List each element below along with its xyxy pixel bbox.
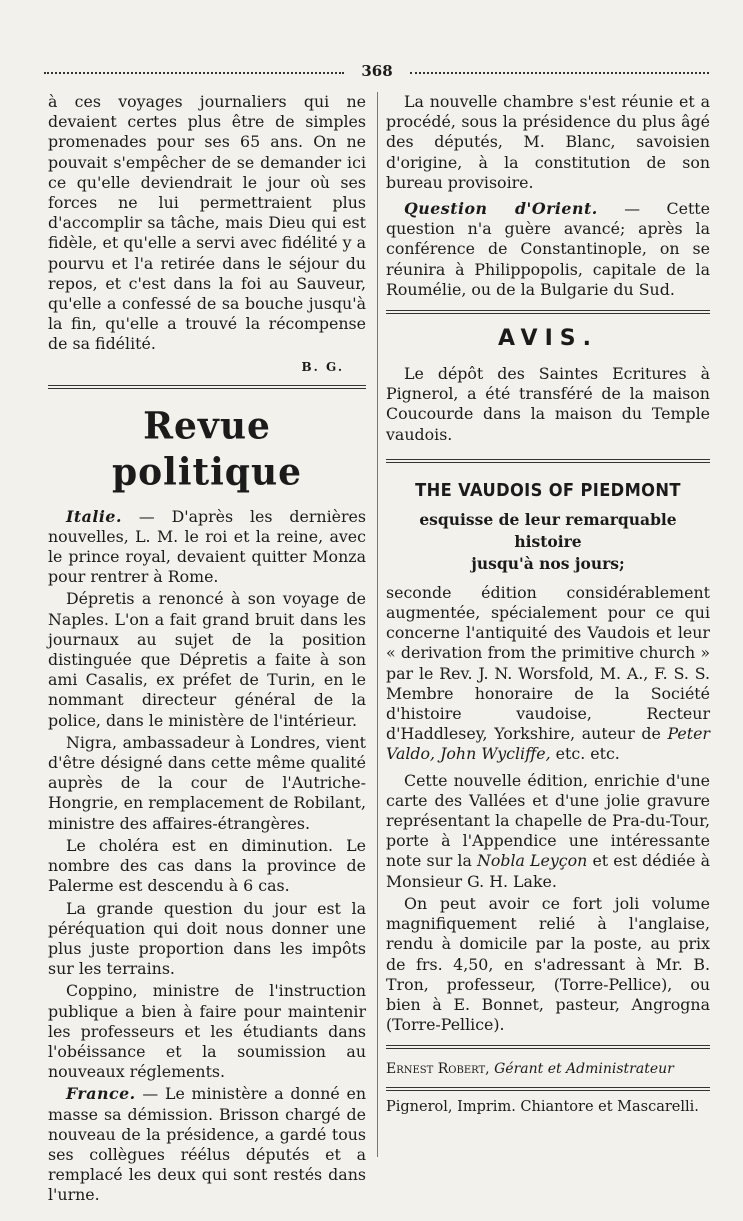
orient-heading: Question d'Orient. (404, 199, 598, 219)
france-dash: — (135, 1084, 165, 1104)
italie-paragraph-6: Coppino, ministre de l'instruction publique a bien à faire pour maintenir les professeurs et les étudiants dans l'obéissance et la soumission au nouveaux réglements. (48, 981, 366, 1082)
chambre-paragraph: La nouvelle chambre s'est réunie et a procédé, sous la présidence du plus âgé des députés, M. Blanc, savoisien d'origine, à la constitution de son bureau provisoire. (386, 92, 710, 192)
book-separator (386, 459, 710, 463)
avis-title: AVIS. (498, 326, 598, 352)
article-signature: B. G. (301, 359, 344, 374)
book-subtitle-2: jusqu'à nos jours; (471, 553, 625, 573)
italie-paragraph-3: Nigra, ambassadeur à Londres, vient d'être désigné dans cette même qualité auprès de la cour de l'Autriche-Hongrie, en remplacement de Robilant, ministre des affaires-étrangères. (48, 732, 366, 833)
signoff-separator (386, 1045, 710, 1049)
france-heading: France. (66, 1084, 136, 1104)
book-subtitle-1: esquisse de leur remarquable histoire (419, 509, 677, 551)
obituary-continuation: à ces voyages journaliers qui ne devaient certes plus être de simples promenades pour ses 65 ans. On ne pouvait s'empêcher de se demander ici ce qu'elle deviendrait le jour où ses forces ne lui permettraient plus d'accomplir sa tâche, mais Dieu qui est fidèle, et qu'elle a servi avec fidélité y a pourvu et l'a retirée dans le séjour du repos, et c'est dans la foi au Sauveur, qu'elle a confessé de sa bouche jusqu'à la fin, qu'elle a trouvé la récompense de sa fidélité. (48, 92, 366, 354)
signoff-name: Ernest Robert, (386, 1061, 490, 1078)
book-title: THE VAUDOIS OF PIEDMONT (415, 480, 681, 501)
header-rule-left (44, 72, 344, 74)
avis-separator (386, 310, 710, 314)
book-paragraph-1 (386, 583, 710, 765)
book-text-1b: etc. etc. (550, 744, 620, 764)
avis-text: Le dépôt des Saintes Ecritures à Pignerol, a été transféré de la maison Coucourde dans la maison du Temple vaudois. (386, 364, 710, 444)
book-paragraph-3: On peut avoir ce fort joli volume magnifiquement relié à l'anglaise, rendu à domicile par la poste, au prix de frs. 4,50, en s'adressant à Mr. B. Tron, professeur, (Torre-Pellice), ou bien à E. Bonnet, pasteur, Angrogna (Torre-Pellice). (386, 893, 710, 1035)
france-text-1: Le ministère a donné en masse sa démission. Brisson chargé de nouveau de la présidence, a gardé tous ses collègues réélus députés et a remplacé les deux qui sont restés dans l'urne. (48, 1084, 366, 1205)
italie-paragraph-1 (48, 507, 366, 588)
column-divider (377, 92, 378, 1157)
printer-separator (386, 1087, 710, 1091)
book-paragraph-2 (386, 771, 710, 892)
italie-dash: — (121, 506, 172, 526)
orient-text: Cette question n'a guère avancé; après la conférence de Constantinople, on se réunira à Philippopolis, capitale de la Roumélie, ou de la Bulgarie du Sud. (386, 199, 710, 299)
italie-paragraph-4: Le choléra est en diminution. Le nombre des cas dans la province de Palerme est descendu à 6 cas. (48, 835, 366, 896)
page-number: 368 (361, 62, 393, 80)
france-paragraph-1 (48, 1084, 366, 1205)
printer-line: Pignerol, Imprim. Chiantore et Mascarelli. (386, 1099, 699, 1116)
orient-dash: — (597, 199, 667, 219)
right-column (386, 92, 710, 1117)
orient-paragraph (386, 199, 710, 300)
signoff-role: Gérant et Administrateur (494, 1061, 674, 1078)
book-text-1a: seconde édition considérablement augmentée, spécialement pour ce qui concerne l'antiquité des Vaudois et leur « derivation from the primitive church » par le Rev. J. N. Worsfold, M. A., F. S. S. Membre honoraire de la Société d'histoire vaudoise, Recteur d'Haddlesey, Yorkshire, auteur de (386, 582, 710, 744)
book-text-2b: et est dédiée à Monsieur G. H. Lake. (386, 851, 711, 891)
page-header (44, 62, 709, 80)
left-column (48, 92, 366, 1206)
section-title: Revue politique (111, 403, 303, 494)
section-separator (48, 385, 366, 389)
header-rule-right (410, 72, 709, 74)
italie-heading: Italie. (66, 506, 122, 526)
book-text-2a: Cette nouvelle édition, enrichie d'une carte des Vallées et d'une jolie gravure représentant la chapelle de Pra-du-Tour, porte à l'Appendice une intéressante note sur la (386, 770, 710, 871)
signoff (386, 1059, 710, 1079)
italie-text-1: D'après les dernières nouvelles, L. M. le roi et la reine, avec le prince royal, devaient quitter Monza pour rentrer à Rome. (48, 506, 366, 587)
book-works: Peter Valdo, John Wycliffe, (386, 724, 710, 764)
italie-paragraph-2: Dépretis a renoncé à son voyage de Naples. L'on a fait grand bruit dans les journaux au sujet de la position distinguée que Dépretis a faite à son ami Casalis, ex préfet de Turin, en le nommant directeur général de la police, dans le ministère de l'intérieur. (48, 589, 366, 730)
italie-paragraph-5: La grande question du jour est la péréquation qui doit nous donner une plus juste proportion dans les impôts sur les terrains. (48, 898, 366, 979)
book-work-nobla: Nobla Leyçon (477, 851, 588, 871)
